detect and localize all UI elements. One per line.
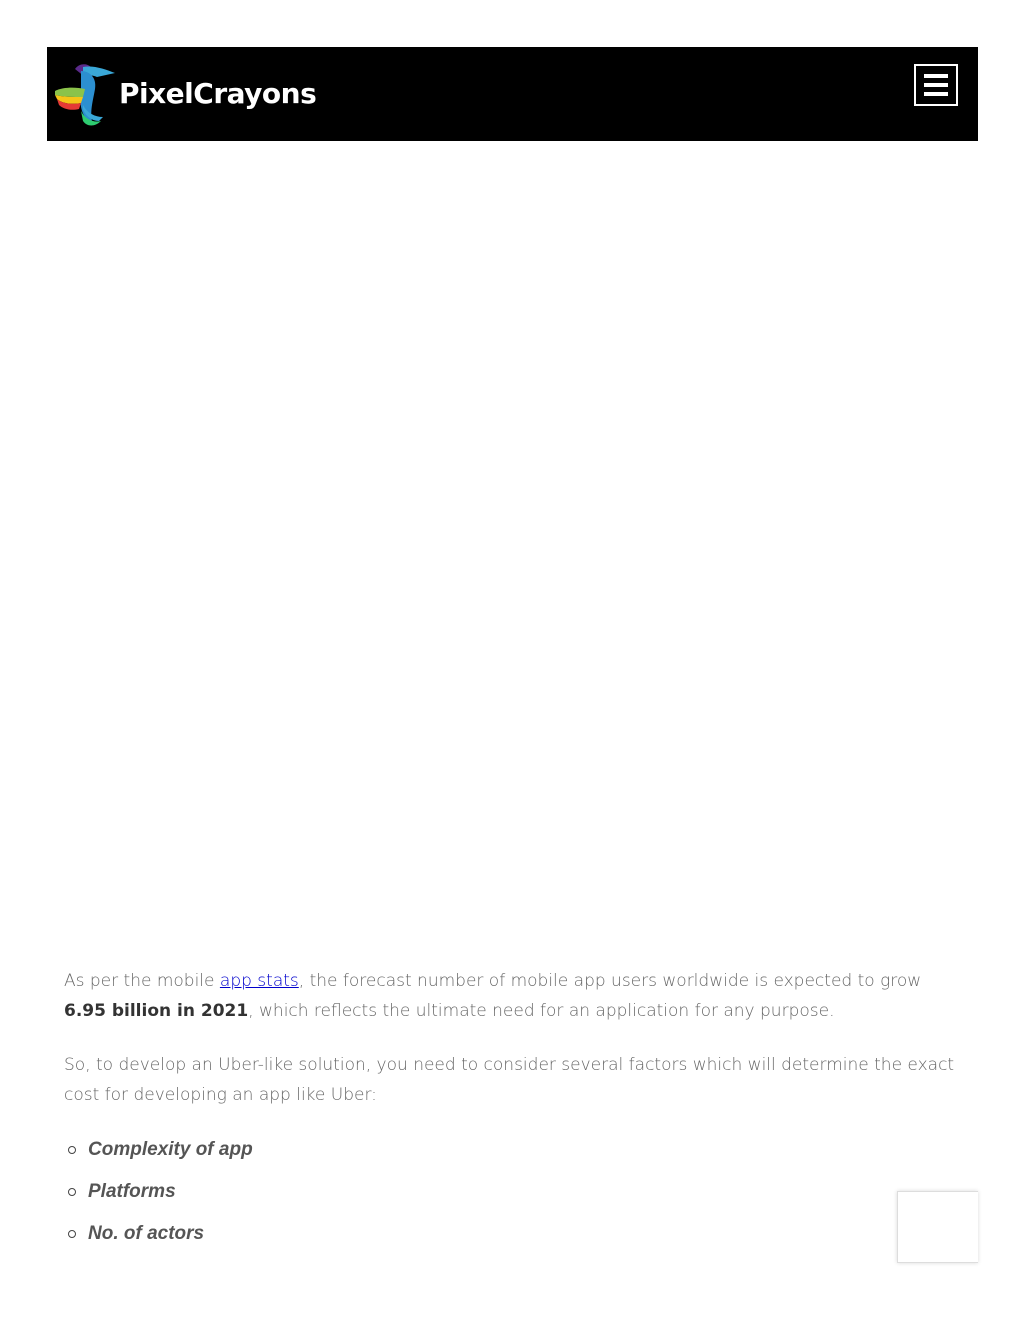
factors-intro-paragraph: So, to develop an Uber-like solution, you need to consider several factors which will determine the exact cost for developing an app like Uber:: [64, 1055, 955, 1105]
stats-paragraph: [64, 966, 959, 1026]
list-item-label: Platforms: [88, 1181, 176, 1202]
menu-toggle-button[interactable]: [914, 64, 958, 106]
stats-text: As per the mobile: [64, 971, 220, 991]
hamburger-menu-icon: [924, 74, 948, 78]
article-body: [64, 966, 959, 1260]
stats-highlight: 6.95 billion in 2021: [64, 1001, 249, 1021]
hummingbird-logo-icon: [53, 59, 117, 131]
app-stats-link[interactable]: app stats: [219, 971, 299, 991]
list-item-label: No. of actors: [88, 1223, 205, 1244]
circle-bullet-icon: [68, 1146, 76, 1154]
site-header: [47, 47, 978, 141]
factors-list: [64, 1134, 959, 1260]
hamburger-menu-icon-bar: [924, 92, 948, 96]
stats-text: , which reflects the ultimate need for an application for any purpose.: [248, 1001, 835, 1021]
list-item: [64, 1134, 959, 1176]
circle-bullet-icon: [68, 1230, 76, 1238]
site-logo[interactable]: [53, 59, 316, 131]
logo-text: PixelCrayons: [119, 76, 317, 110]
list-item-label: Complexity of app: [88, 1139, 253, 1160]
circle-bullet-icon: [68, 1188, 76, 1196]
list-item: [64, 1218, 959, 1260]
hamburger-menu-icon-bar: [924, 83, 948, 87]
stats-text: , the forecast number of mobile app users worldwide is expected to grow: [298, 971, 922, 991]
list-item: [64, 1176, 959, 1218]
recaptcha-badge[interactable]: [897, 1191, 978, 1263]
